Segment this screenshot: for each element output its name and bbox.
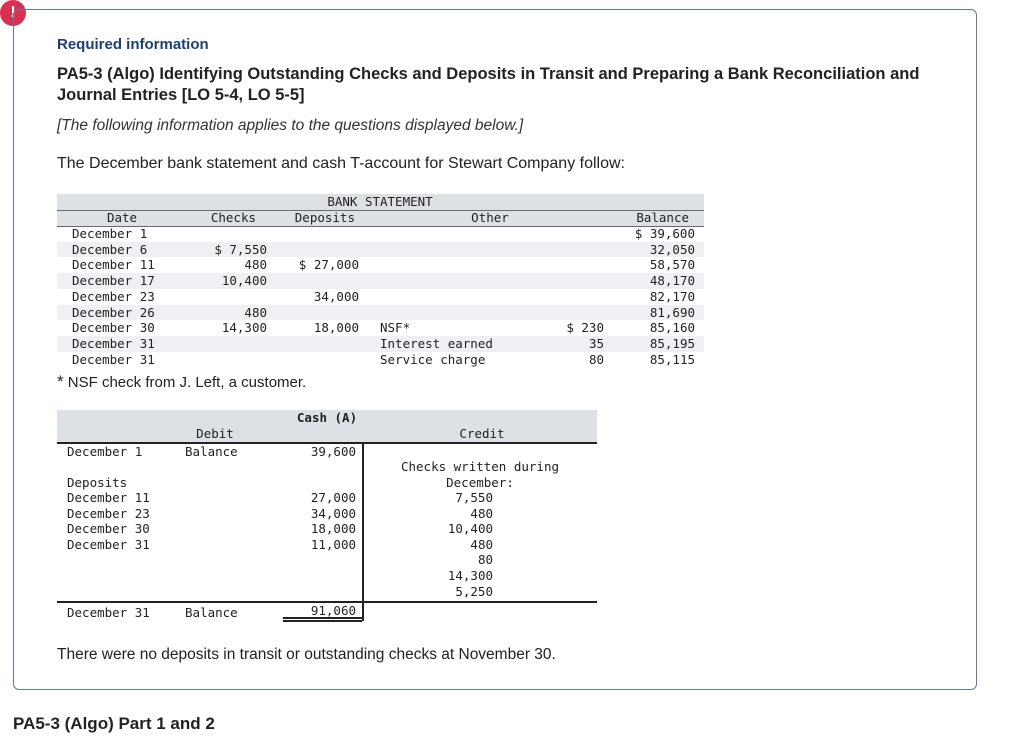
- bank-row-balance: 58,570: [649, 257, 695, 273]
- t-deposit-amount: 27,000: [310, 490, 356, 505]
- t-check-amount: 7,550: [455, 490, 493, 505]
- applies-note: [The following information applies to the questions displayed below.]: [57, 117, 524, 134]
- nsf-footnote: * NSF check from J. Left, a customer.: [57, 372, 307, 391]
- intro-text: The December bank statement and cash T-account for Stewart Company follow:: [57, 155, 625, 172]
- col-date: Date: [106, 210, 138, 225]
- bank-row-balance: 48,170: [649, 273, 695, 289]
- col-balance: Balance: [636, 210, 689, 225]
- bank-row-date: December 26: [72, 304, 155, 320]
- part-title: PA5-3 (Algo) Part 1 and 2: [13, 714, 215, 733]
- t-deposit-amount: 34,000: [310, 505, 356, 521]
- t-check-amount: 80: [477, 552, 493, 568]
- bank-row-date: December 1: [72, 226, 148, 241]
- t-check-amount: 480: [470, 536, 493, 552]
- problem-title: PA5-3 (Algo) Identifying Outstanding Checks and Deposits in Transit and Preparing a Bank Reconciliation and Journal Entries [LO 5-4, LO 5-5]: [57, 65, 920, 104]
- t-deposit-date: December 30: [67, 521, 150, 537]
- t-opening-label: Balance: [185, 444, 238, 459]
- t-credit-heading-1: Checks written during: [400, 459, 560, 474]
- t-account-title: Cash (A): [296, 410, 358, 425]
- bank-row-checks: 480: [244, 257, 267, 273]
- t-deposit-date: December 31: [67, 536, 150, 552]
- t-deposits-label: Deposits: [67, 475, 128, 490]
- bank-row-checks: $ 7,550: [214, 241, 267, 257]
- bank-row-other-label: NSF*: [380, 320, 411, 336]
- col-checks: Checks: [210, 210, 256, 225]
- t-check-amount: 5,250: [455, 583, 493, 599]
- t-deposit-date: December 23: [67, 505, 150, 521]
- bank-row-balance: 85,115: [649, 351, 695, 367]
- col-deposits: Deposits: [294, 210, 355, 225]
- bank-row-balance: $ 39,600: [634, 226, 695, 241]
- bank-row-date: December 11: [72, 257, 155, 273]
- col-other: Other: [471, 210, 509, 225]
- november-note: There were no deposits in transit or outstanding checks at November 30.: [57, 646, 556, 663]
- t-check-amount: 14,300: [447, 568, 493, 583]
- t-deposit-date: December 11: [67, 490, 150, 505]
- bank-statement-title: BANK STATEMENT: [327, 194, 433, 209]
- bank-row-other-amount: $ 230: [566, 320, 604, 336]
- t-credit-label: Credit: [459, 426, 505, 441]
- bank-row-date: December 31: [72, 351, 155, 367]
- bank-row-checks: 10,400: [221, 273, 267, 289]
- t-check-amount: 10,400: [447, 521, 493, 537]
- t-deposit-amount: 18,000: [310, 521, 356, 537]
- bank-row-checks: 14,300: [221, 320, 267, 336]
- bank-row-date: December 23: [72, 288, 155, 304]
- t-opening-amount: 39,600: [310, 444, 356, 459]
- bank-row-other-label: Service charge: [380, 351, 486, 367]
- bank-row-balance: 85,160: [649, 320, 695, 336]
- bank-row-date: December 6: [72, 241, 148, 257]
- bank-row-deposits: 18,000: [313, 320, 359, 336]
- t-closing-amount: 91,060: [310, 603, 356, 618]
- required-info-heading: Required information: [57, 36, 209, 53]
- t-deposit-amount: 11,000: [310, 536, 356, 552]
- t-check-amount: 480: [470, 505, 493, 521]
- bank-row-other-label: Interest earned: [380, 335, 493, 351]
- t-debit-label: Debit: [196, 426, 234, 441]
- bank-row-other-amount: 35: [588, 335, 604, 351]
- bank-row-deposits: 34,000: [313, 288, 359, 304]
- t-closing-date: December 31: [67, 605, 150, 620]
- bank-row-checks: 480: [244, 304, 267, 320]
- bank-row-date: December 17: [72, 273, 155, 289]
- t-opening-date: December 1: [67, 444, 143, 459]
- bank-row-balance: 82,170: [649, 288, 695, 304]
- bank-row-deposits: $ 27,000: [298, 257, 359, 273]
- bank-row-balance: 85,195: [649, 335, 695, 351]
- t-credit-heading-2: December:: [446, 475, 514, 490]
- alert-icon: !: [0, 0, 26, 26]
- bank-row-date: December 31: [72, 335, 155, 351]
- bank-row-balance: 32,050: [649, 241, 695, 257]
- t-closing-label: Balance: [185, 605, 238, 620]
- bank-row-other-amount: 80: [588, 351, 604, 367]
- bank-row-balance: 81,690: [649, 304, 695, 320]
- bank-row-date: December 30: [72, 320, 155, 336]
